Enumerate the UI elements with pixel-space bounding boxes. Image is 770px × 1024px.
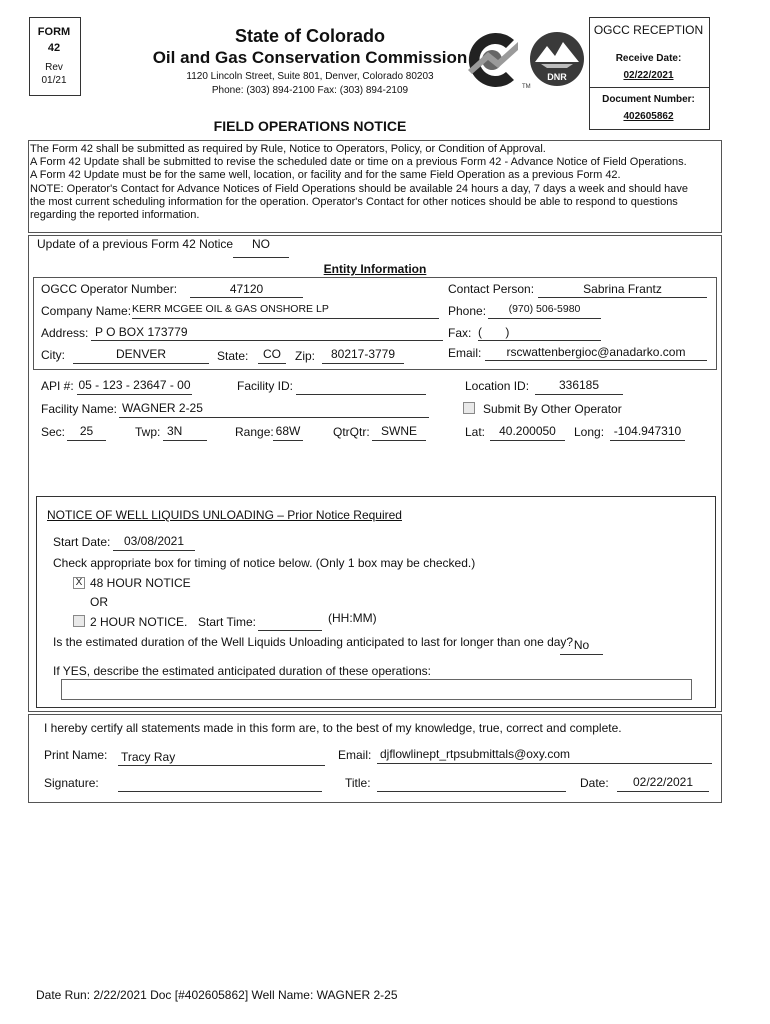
- address-value[interactable]: P O BOX 173779: [91, 325, 443, 341]
- company-name-label: Company Name:: [41, 304, 132, 318]
- range-value[interactable]: 68W: [273, 424, 303, 441]
- rev-label: Rev: [45, 62, 63, 73]
- address-label: Address:: [41, 326, 89, 340]
- fax-label: Fax:: [448, 326, 472, 340]
- operator-number-value[interactable]: 47120: [190, 282, 303, 298]
- intro-line-1: The Form 42 shall be submitted as required by Rule, Notice to Operators, Policy, or Condition of Approval.: [30, 143, 546, 155]
- document-number-label: Document Number:: [602, 94, 695, 105]
- state-value[interactable]: CO: [258, 347, 286, 364]
- email-label: Email:: [448, 346, 482, 360]
- receive-date-label: Receive Date:: [615, 53, 682, 64]
- intro-line-6: regarding the reported information.: [30, 209, 200, 222]
- qtrqtr-value[interactable]: SWNE: [372, 424, 426, 441]
- api-value[interactable]: 05 - 123 - 23647 - 00: [77, 378, 192, 395]
- cert-email-label: Email:: [338, 748, 372, 762]
- start-date-value[interactable]: 03/08/2021: [113, 534, 195, 551]
- option-2-hour-label: 2 HOUR NOTICE.: [90, 615, 188, 629]
- agency-state: State of Colorado: [234, 26, 385, 46]
- zip-label: Zip:: [295, 349, 316, 363]
- cert-date-label: Date:: [580, 776, 609, 790]
- duration-answer[interactable]: No: [560, 638, 603, 655]
- api-label: API #:: [41, 379, 74, 393]
- intro-line-3: A Form 42 Update must be for the same well, location, or facility and for the same Field Operation as a previous Form 42.: [30, 169, 621, 182]
- reception-divider: [589, 87, 709, 88]
- start-time-value[interactable]: [258, 614, 322, 631]
- receive-date: 02/22/2021: [623, 70, 674, 81]
- notice-instruction: Check appropriate box for timing of notice below. (Only 1 box may be checked.): [53, 556, 476, 570]
- or-label: OR: [90, 595, 108, 609]
- zip-value[interactable]: 80217-3779: [322, 347, 404, 364]
- print-name-label: Print Name:: [44, 748, 108, 762]
- hhmm-label: (HH:MM): [328, 611, 377, 625]
- option-2-hour-checkbox[interactable]: [73, 615, 85, 627]
- intro-line-2: A Form 42 Update shall be submitted to revise the scheduled date or time on a previous Form 42 - Advance Notice of Field Operations.: [30, 156, 687, 169]
- qtrqtr-label: QtrQtr:: [333, 425, 370, 439]
- long-value[interactable]: -104.947310: [610, 424, 685, 441]
- agency-phone-fax: Phone: (303) 894-2100 Fax: (303) 894-2109: [211, 85, 409, 96]
- footer-text: Date Run: 2/22/2021 Doc [#402605862] Well Name: WAGNER 2-25: [36, 988, 398, 1002]
- start-time-label: Start Time:: [198, 615, 257, 629]
- submit-other-checkbox[interactable]: [463, 402, 475, 414]
- lat-label: Lat:: [465, 425, 486, 439]
- if-yes-textbox[interactable]: [61, 679, 692, 700]
- city-label: City:: [41, 348, 65, 362]
- range-label: Range:: [235, 425, 274, 439]
- facility-name-value[interactable]: WAGNER 2-25: [119, 401, 429, 418]
- title-field[interactable]: [377, 775, 566, 792]
- update-label: Update of a previous Form 42 Notice: [37, 237, 234, 251]
- option-48-hour-label: 48 HOUR NOTICE: [90, 576, 191, 590]
- agency-name: Oil and Gas Conservation Commission: [152, 48, 468, 67]
- operator-number-label: OGCC Operator Number:: [41, 282, 178, 296]
- email-value[interactable]: rscwattenbergioc@anadarko.com: [485, 345, 707, 361]
- duration-question: Is the estimated duration of the Well Liquids Unloading anticipated to last for longer than one day?: [53, 635, 574, 649]
- intro-text: [30, 143, 720, 222]
- sec-value[interactable]: 25: [67, 424, 106, 441]
- document-number: 402605862: [623, 111, 674, 122]
- twp-value[interactable]: 3N: [163, 424, 207, 441]
- intro-line-4: NOTE: Operator's Contact for Advance Notices of Field Operations should be available 24 hours a day, 7 days a week and should have: [30, 182, 688, 195]
- sec-label: Sec:: [41, 425, 66, 439]
- twp-label: Twp:: [135, 425, 161, 439]
- tm-mark: TM: [522, 84, 531, 90]
- form-title: FIELD OPERATIONS NOTICE: [213, 118, 407, 134]
- location-id-label: Location ID:: [465, 379, 530, 393]
- city-value[interactable]: DENVER: [73, 347, 209, 364]
- facility-name-label: Facility Name:: [41, 402, 118, 416]
- intro-line-5: the most current scheduling information for the operation. Operator's Contact for other notices should be able to respond to questions: [30, 195, 678, 208]
- option-48-hour-checkbox[interactable]: X: [73, 577, 85, 589]
- dnr-logo-text: DNR: [547, 72, 567, 82]
- update-value[interactable]: NO: [233, 237, 289, 258]
- if-yes-label: If YES, describe the estimated anticipated duration of these operations:: [53, 664, 432, 678]
- long-label: Long:: [574, 425, 605, 439]
- location-id-value[interactable]: 336185: [535, 378, 623, 395]
- cert-email-value[interactable]: djflowlinept_rtpsubmittals@oxy.com: [377, 747, 712, 764]
- colorado-c-logo: [458, 30, 531, 90]
- print-name-value[interactable]: Tracy Ray: [118, 750, 325, 766]
- dnr-logo: [527, 30, 587, 88]
- form-label: FORM: [37, 26, 71, 38]
- cert-date-value[interactable]: 02/22/2021: [617, 775, 709, 792]
- agency-address: 1120 Lincoln Street, Suite 801, Denver, Colorado 80203: [186, 71, 434, 82]
- title-label: Title:: [345, 776, 371, 790]
- entity-section-title: Entity Information: [323, 262, 427, 276]
- lat-value[interactable]: 40.200050: [490, 424, 565, 441]
- rev-date: 01/21: [41, 75, 67, 86]
- contact-person-label: Contact Person:: [448, 282, 535, 296]
- state-label: State:: [217, 349, 249, 363]
- form-number: 42: [47, 42, 61, 54]
- submit-other-label: Submit By Other Operator: [483, 402, 622, 416]
- company-name-value[interactable]: KERR MCGEE OIL & GAS ONSHORE LP: [132, 303, 439, 319]
- facility-id-label: Facility ID:: [237, 379, 294, 393]
- unloading-title: NOTICE OF WELL LIQUIDS UNLOADING – Prior Notice Required: [47, 508, 402, 522]
- facility-id-value[interactable]: [296, 378, 426, 395]
- fax-value[interactable]: ( ): [478, 325, 601, 341]
- phone-value[interactable]: (970) 506-5980: [488, 303, 601, 319]
- reception-title: OGCC RECEPTION: [593, 23, 704, 37]
- contact-person-value[interactable]: Sabrina Frantz: [538, 282, 707, 298]
- phone-label: Phone:: [448, 304, 487, 318]
- signature-label: Signature:: [44, 776, 99, 790]
- certification-statement: I hereby certify all statements made in this form are, to the best of my knowledge, true, correct and complete.: [44, 721, 622, 735]
- start-date-label: Start Date:: [53, 535, 111, 549]
- signature-field[interactable]: [118, 775, 322, 792]
